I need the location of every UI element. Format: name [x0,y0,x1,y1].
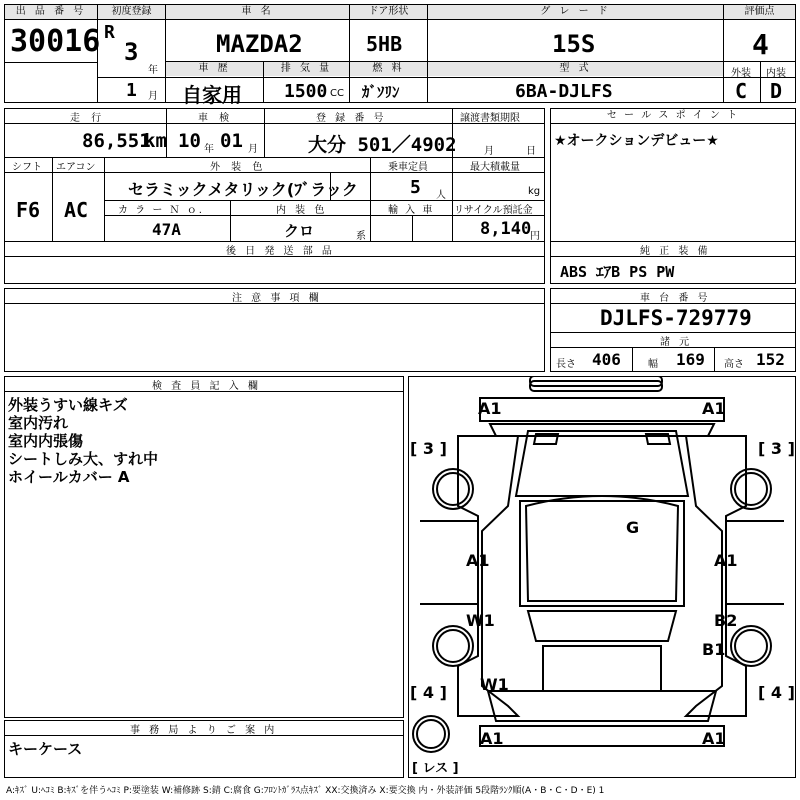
maxload-unit: kg [528,186,541,197]
insp-year-unit: 年 [204,144,214,155]
capacity-unit: 人 [436,190,446,201]
interior-color-label: 内 装 色 [276,205,328,216]
color-label: 外 装 色 [210,162,267,173]
reg-no-label: 登 録 番 号 [316,113,387,124]
tire-front-right: [ 3 ] [758,439,795,458]
height-label: 高さ [724,359,744,370]
dmg-right-rear-door: B2 [714,611,738,630]
length-label: 長さ [556,359,576,370]
score: 4 [752,28,769,61]
inspector-line-4: シートしみ大、すれ中 [8,450,159,468]
reg-month: 1 [126,80,137,101]
model: 6BA-DJLFS [515,81,613,102]
notes-label: 注 意 事 項 欄 [232,293,322,304]
selling-points-label: セ ー ル ス ポ イ ン ト [551,109,795,124]
chassis-label: 車 台 番 号 [640,293,711,304]
recycle-label: リサイクル預託金 [454,205,533,216]
insp-month: 01 [220,130,243,152]
recycle-fee: 8,140 [480,219,532,239]
inspector-line-2: 室内汚れ [8,414,69,432]
color-number: 47A [152,220,181,239]
dmg-rear-left: A1 [480,729,504,748]
car-name: MAZDA2 [216,30,303,58]
year-unit: 年 [148,65,158,76]
dims-label: 諸 元 [660,337,693,348]
month-unit: 月 [148,91,158,102]
tire-rear-right: [ 4 ] [758,683,795,702]
tire-rear-left: [ 4 ] [410,683,447,702]
lot-number: 30016 [10,24,101,59]
office-text: キーケース [8,740,83,758]
length: 406 [592,350,621,369]
transfer-month: 月 [484,146,494,157]
fuel-label: 燃 料 [350,62,427,76]
dmg-left-front-door: A1 [466,551,490,570]
fuel: ｶﾞｿﾘﾝ [362,83,400,101]
displacement: 1500 [284,81,328,102]
ac-label: エアコン [56,162,96,173]
equipment-text: ABS ｴｱB PS PW [560,263,675,281]
model-label: 型 式 [428,62,723,76]
selling-points-text: ★オークションデビュー★ [554,133,719,149]
equipment-label: 純 正 装 備 [640,246,711,257]
era: R [104,22,115,43]
width: 169 [676,350,705,369]
import-label: 輸 入 車 [388,205,435,216]
insp-year: 10 [178,130,201,152]
reg-number: 大分 501／4902 [308,134,457,156]
height: 152 [756,350,785,369]
capacity-label: 乗車定員 [388,162,428,173]
door-label: ドア形状 [350,5,427,20]
inspector-line-3: 室内内張傷 [8,432,84,450]
grade: 15S [552,30,596,58]
ac: AC [64,198,89,222]
dmg-left-rear-fender: W1 [480,675,509,694]
int-score: D [770,79,783,103]
capacity: 5 [410,177,421,198]
interior-color: クロ [284,222,315,240]
grade-label: グ レ ー ド [428,5,723,20]
car-name-label: 車 名 [166,5,349,20]
inspector-label: 検 査 員 記 入 欄 [152,381,261,392]
spare-tire: [ レス ] [412,761,459,776]
recycle-unit: 円 [530,231,540,242]
lot-no-label: 出 品 番 号 [5,5,97,20]
interior-color-unit: 系 [356,231,366,242]
width-label: 幅 [648,359,658,370]
door-type: 5HB [366,32,403,56]
history-label: 車 歴 [166,62,263,76]
inspector-line-1: 外装うすい線キズ [8,396,128,414]
tire-front-left: [ 3 ] [410,439,447,458]
transfer-day: 日 [526,146,536,157]
ext-score: C [735,79,748,103]
dmg-front-right: A1 [702,399,726,418]
mileage: 86,551 [82,130,151,152]
shift-label: シフト [12,162,42,173]
history: 自家用 [182,83,242,107]
inspector-line-5: ホイールカバー A [8,468,130,486]
dmg-front-left: A1 [478,399,502,418]
office-label: 事 務 局 よ り ご 案 内 [130,725,278,736]
dmg-left-rear-door: W1 [466,611,495,630]
insp-month-unit: 月 [248,144,258,155]
reg-year: 3 [124,38,139,66]
dmg-roof: G [626,518,640,537]
exterior-color: セラミックメタリック(ﾌﾞラック [128,180,358,199]
dmg-right-rear-fender: B1 [702,640,726,659]
int-label: 内装 [766,68,786,79]
inspection-label: 車 検 [198,113,234,124]
cc-unit: CC [330,88,344,99]
color-no-label: カ ラ ー Ｎ ｏ. [118,205,204,216]
displacement-label: 排 気 量 [264,62,349,76]
score-label: 評価点 [724,5,795,20]
later-parts-label: 後 日 発 送 部 品 [226,246,335,257]
mileage-unit: km [144,130,167,152]
ext-label: 外装 [731,68,751,79]
transfer-label: 譲渡書類期限 [460,113,520,124]
first-reg-label: 初度登録 [98,5,165,20]
car-damage-diagram [408,376,796,778]
shift: F6 [16,198,41,222]
chassis-number: DJLFS-729779 [600,306,752,330]
dmg-rear-right: A1 [702,729,726,748]
mileage-label: 走 行 [70,113,106,124]
dmg-right-front-door: A1 [714,551,738,570]
legend: A:ｷｽﾞ U:ﾍｺﾐ B:ｷｽﾞを伴うﾍｺﾐ P:要塗装 W:補修跡 S:錆 C:腐食 G:ﾌﾛﾝﾄｶﾞﾗｽ点ｷｽﾞ XX:交換済み X:要交換 内・外装評価 5段階ﾗﾝｸ順(A・B・C・D・E) 1 [6,786,605,796]
maxload-label: 最大積載量 [470,162,520,173]
